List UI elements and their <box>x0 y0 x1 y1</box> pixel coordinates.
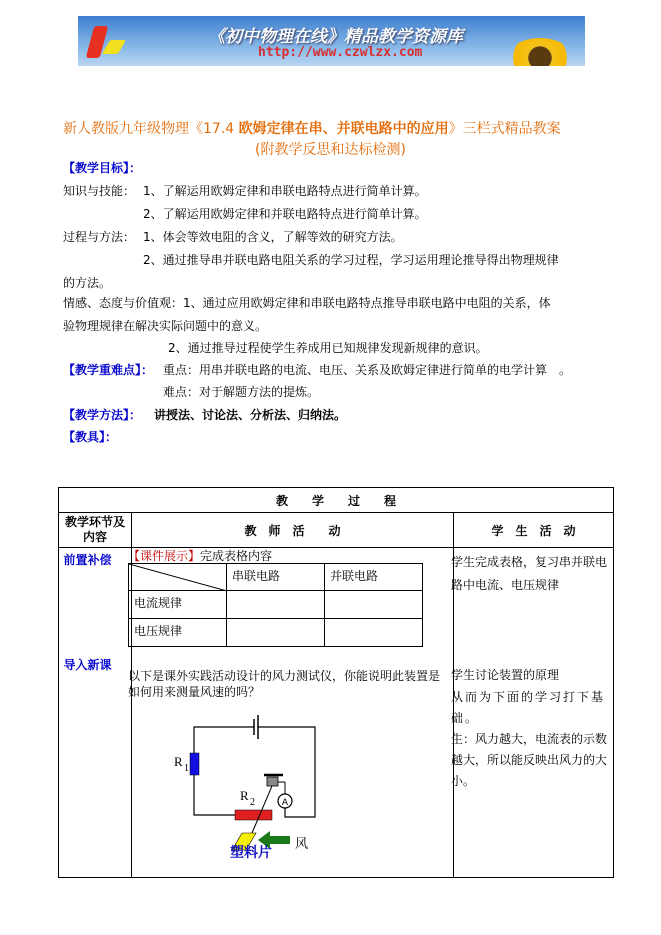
r1-subscript: 1 <box>184 763 189 774</box>
courseware-tag: 【课件展示】 <box>128 549 201 563</box>
objectives-heading: 【教学目标】： <box>63 161 142 175</box>
resistor-r2 <box>235 810 272 820</box>
process-item-1: 1、体会等效电阻的含义，了解等效的研究方法。 <box>143 230 403 244</box>
tools-heading: 【教具】： <box>63 430 118 444</box>
sunflower-icon <box>508 38 572 66</box>
methods-heading: 【教学方法】： <box>63 408 142 422</box>
stage-2: 导入新课 <box>63 657 112 672</box>
law-table-corner <box>129 564 227 591</box>
difficult-point: 难点：对于解题方法的提炼。 <box>163 385 320 399</box>
law-table-header: 并联电路 <box>325 564 423 591</box>
stage-cell <box>59 548 132 878</box>
law-table-header: 串联电路 <box>227 564 325 591</box>
wind-meter-diagram <box>160 715 320 865</box>
law-table-cell[interactable] <box>325 591 423 619</box>
col-student-header: 学 生 活 动 <box>454 513 614 548</box>
law-table-row-label: 电压规律 <box>129 619 227 647</box>
methods-value: 讲授法、讨论法、分析法、归纳法。 <box>154 408 347 422</box>
student-activity-2: 学生讨论装置的原理 <box>451 668 560 682</box>
law-table-row-label: 电流规律 <box>129 591 227 619</box>
student-activity-4: 生：风力越大，电流表的示数越大，所以能反映出风力的大小。 <box>451 732 608 788</box>
col-teacher-header: 教 师 活 动 <box>132 513 454 548</box>
banner-slogan: 《初中物理在线》精品教学资源库 <box>208 27 463 47</box>
knowledge-item-2: 2、了解运用欧姆定律和并联电路特点进行简单计算。 <box>143 207 427 221</box>
stage-1: 前置补偿 <box>63 552 112 567</box>
law-table-cell[interactable] <box>227 591 325 619</box>
document-subtitle: (附教学反思和达标检测) <box>255 142 406 158</box>
title-bold: 欧姆定律在串、并联电路中的应用 <box>238 121 449 137</box>
student-activity-3: 从而为下面的学习打下基础。 <box>451 690 606 725</box>
process-item-2-cont: 的方法。 <box>63 276 112 290</box>
student-activity-1: 学生完成表格，复习串并联电路中电流、电压规律 <box>451 555 608 592</box>
col-stage-header: 教学环节及内容 <box>59 513 132 548</box>
key-points-heading: 【教学重难点】： <box>63 363 154 377</box>
knowledge-item-1: 1、了解运用欧姆定律和串联电路特点进行简单计算。 <box>143 184 427 198</box>
process-table-title: 教 学 过 程 <box>59 488 614 513</box>
title-prefix: 新人教版九年级物理《17.4 <box>63 121 239 137</box>
process-label: 过程与方法： <box>63 230 136 244</box>
law-table-cell[interactable] <box>227 619 325 647</box>
law-table-cell[interactable] <box>325 619 423 647</box>
ammeter-label: A <box>281 798 289 808</box>
r2-subscript: 2 <box>250 797 255 808</box>
knowledge-label: 知识与技能： <box>63 184 136 198</box>
resistor-r1 <box>190 753 199 775</box>
courseware-line <box>128 549 272 563</box>
header-banner <box>78 16 585 66</box>
logo-accent-icon <box>102 40 126 54</box>
document-title <box>63 118 561 138</box>
emotion-item-1: 情感、态度与价值观：1、通过应用欧姆定律和串联电路特点推导串联电路中电阻的关系，体 <box>63 296 551 310</box>
diagonal-line <box>129 564 227 591</box>
r1-label: R <box>174 754 183 769</box>
title-suffix: 》三栏式精品教案 <box>448 121 561 137</box>
banner-url[interactable]: http://www.czwlzx.com <box>258 45 423 60</box>
emotion-item-1-cont: 验物理规律在解决实际问题中的意义。 <box>63 319 268 333</box>
wind-label: 风 <box>295 837 309 852</box>
emotion-item-2: 2、通过推导过程使学生养成用已知规律发现新规律的意识。 <box>168 341 488 355</box>
plastic-label: 塑料片 <box>230 845 272 861</box>
process-item-2: 2、通过推导串并联电路电阻关系的学习过程，学习运用理论推导得出物理规律 <box>143 253 559 267</box>
key-point: 重点：用串并联电路的电流、电压、关系及欧姆定律进行简单的电学计算 。 <box>163 363 572 377</box>
teacher-question: 以下是课外实践活动设计的风力测试仪，你能说明此装置是如何用来测量风速的吗？ <box>128 669 441 699</box>
law-table <box>128 563 423 647</box>
r2-label: R <box>240 788 249 803</box>
courseware-text: 完成表格内容 <box>200 549 273 563</box>
